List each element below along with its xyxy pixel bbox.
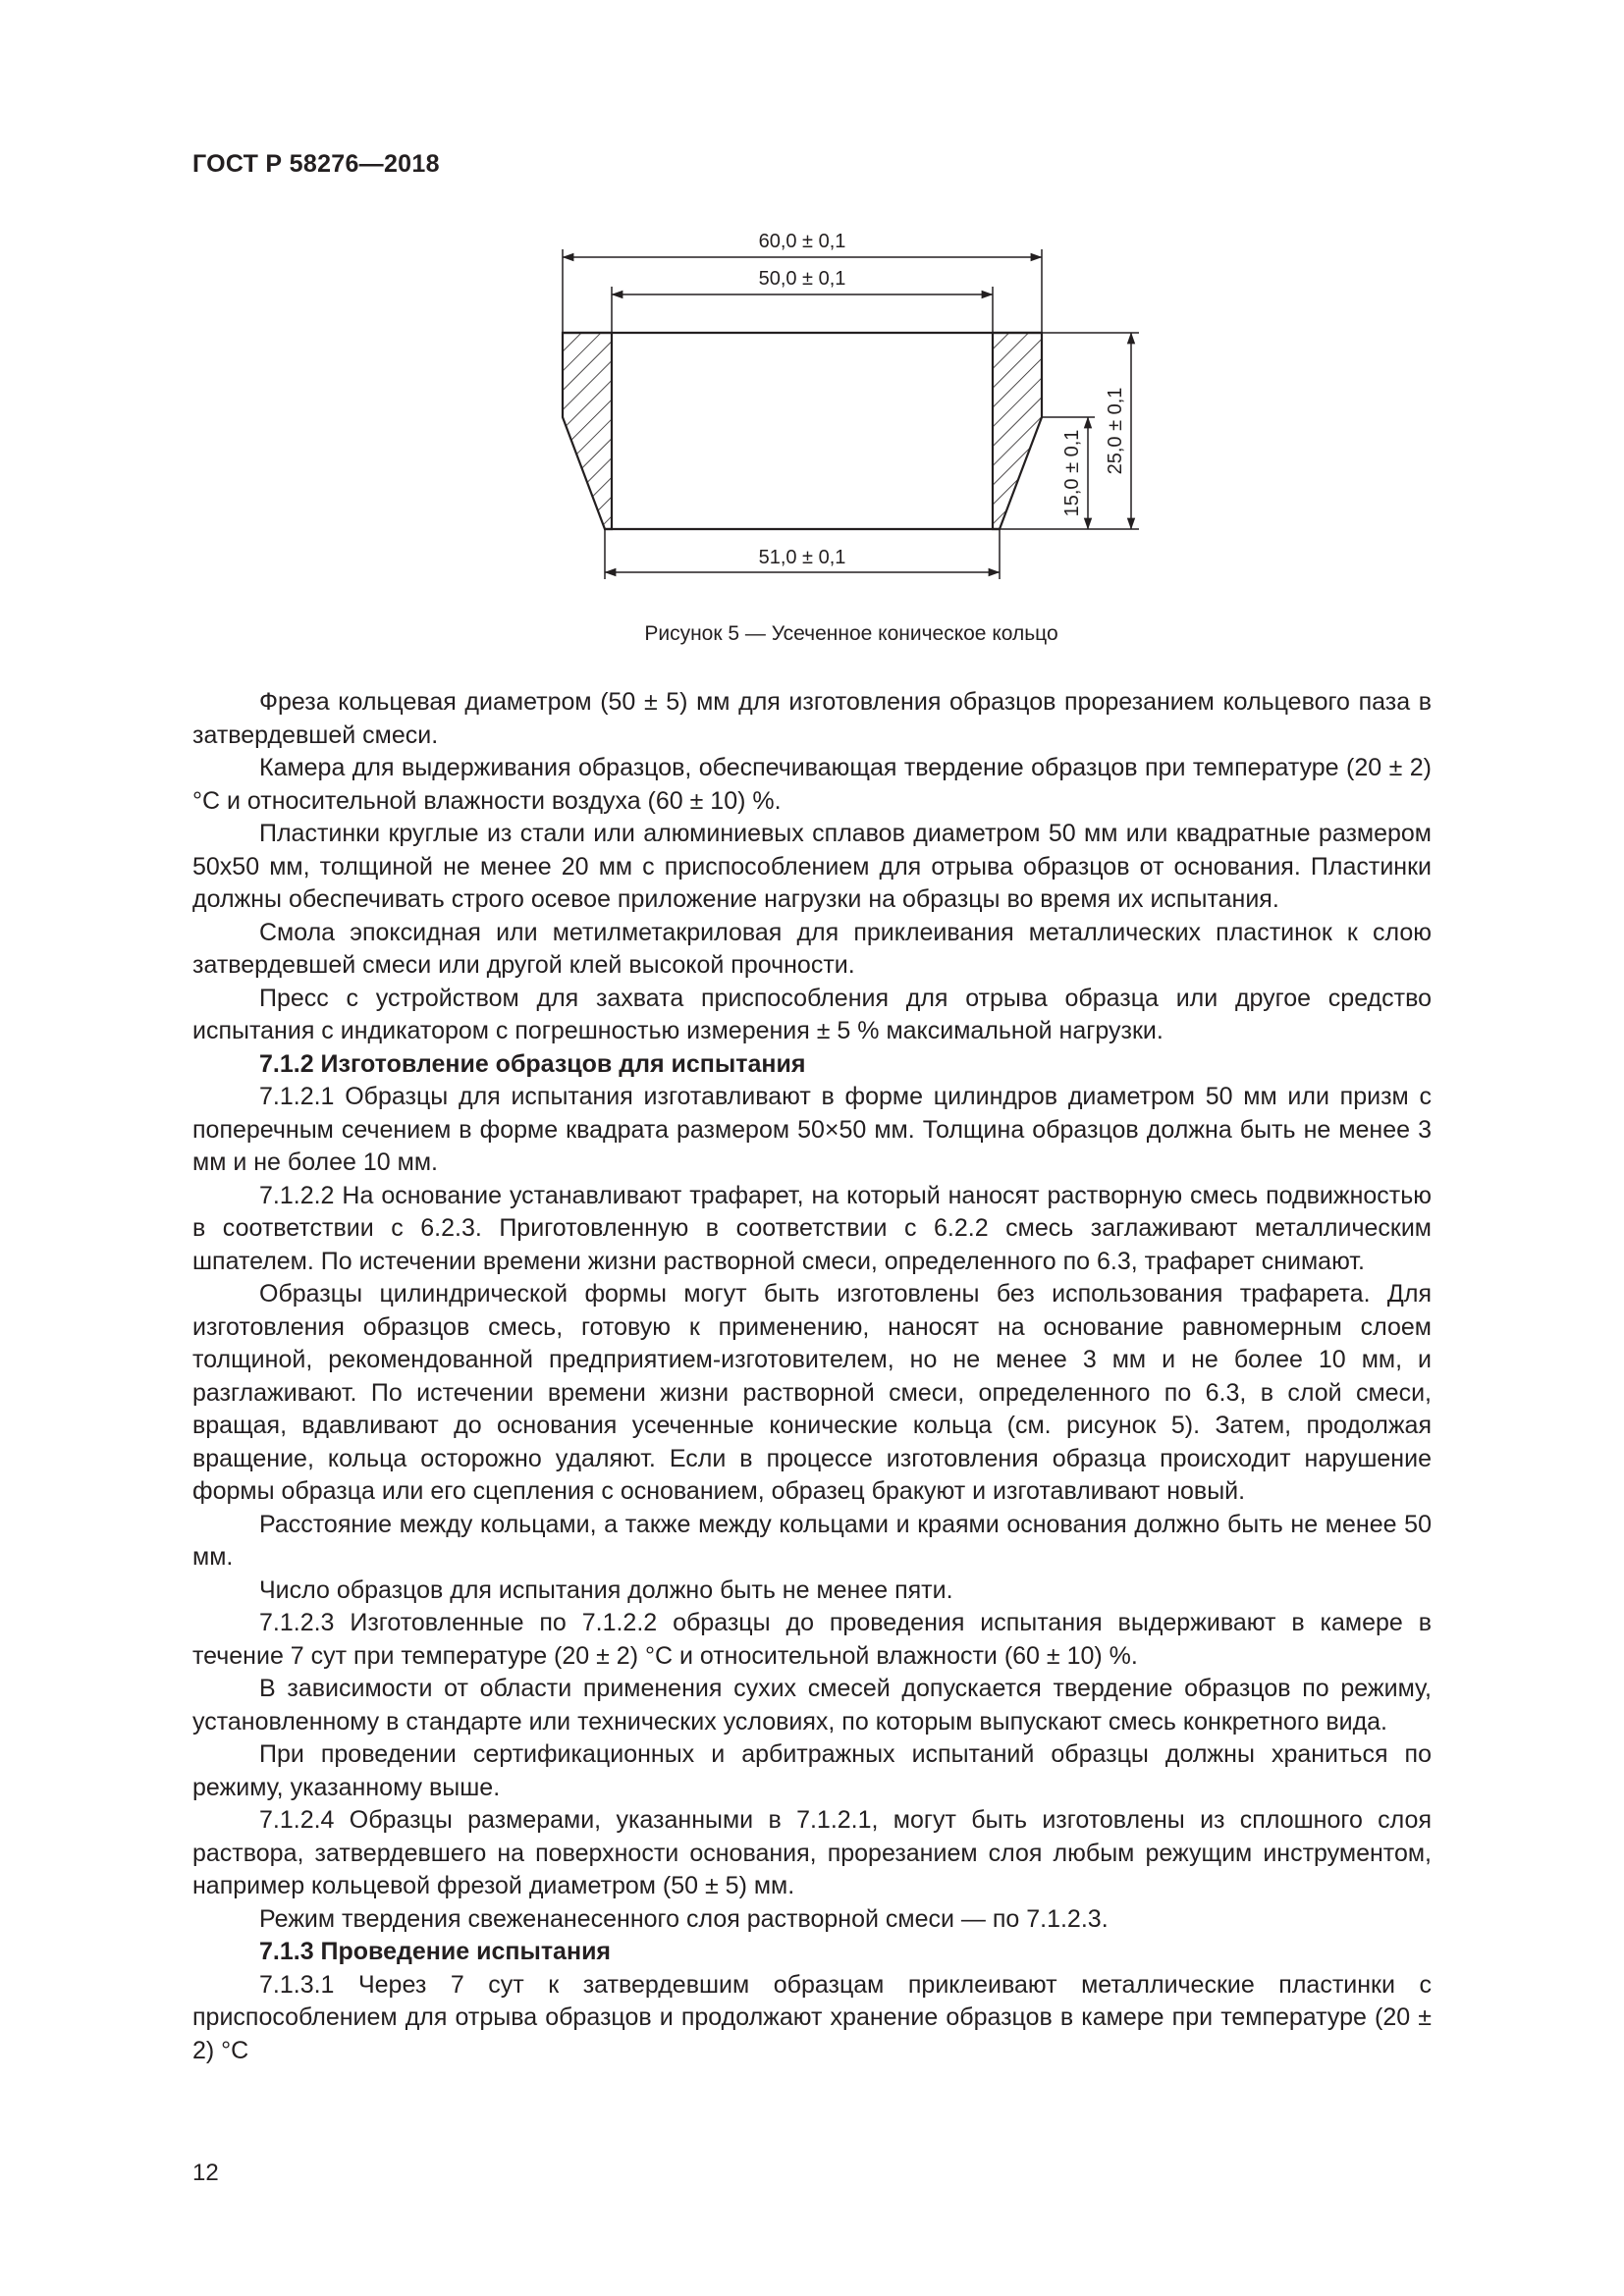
dimension-label-50: 50,0 ± 0,1 <box>758 268 846 290</box>
dimension-outer-top <box>563 249 1042 333</box>
section-heading-7-1-2: 7.1.2 Изготовление образцов для испытания <box>259 1049 806 1078</box>
paragraph: Образцы цилиндрической формы могут быть изготовлены без использования трафарета. Для изготовления образцов смесь, готовую к применению, наносят на основание равномерным слоем толщиной, рекомендованной предприятием-изготовителем, но не менее 3 мм и не более 10 мм, и разглаживают. По истечении времени жизни растворной смеси, определенного по 6.3, в слой смеси, вращая, вдавливают до основания усеченные конические кольца (см. рисунок 5). Затем, продолжая вращение, кольца осторожно удаляют. Если в процессе изготовления образца происходит нарушение формы образца или его сцепления с основанием, образец бракуют и изготавливают новый. <box>192 1280 1432 1505</box>
document-body <box>192 686 1432 2067</box>
paragraph: Расстояние между кольцами, а также между кольцами и краями основания должно быть не менее 50 мм. <box>192 1510 1432 1571</box>
paragraph: В зависимости от области применения сухих смесей допускается твердение образцов по режиму, установленному в стандарте или технических условиях, по которым выпускают смесь конкретного вида. <box>192 1675 1432 1735</box>
paragraph: 7.1.2.4 Образцы размерами, указанными в 7.1.2.1, могут быть изготовлены из сплошного слоя раствора, затвердевшего на поверхности основания, прорезанием слоя любым режущим инструментом, например кольцевой фрезой диаметром (50 ± 5) мм. <box>192 1806 1432 1899</box>
paragraph: Камера для выдерживания образцов, обеспечивающая твердение образцов при температуре (20 ± 2) °С и относительной влажности воздуха (60 ± 10) %. <box>192 754 1432 815</box>
section-heading-7-1-3: 7.1.3 Проведение испытания <box>259 1938 612 1965</box>
dimension-label-25: 25,0 ± 0,1 <box>1105 387 1126 475</box>
paragraph: При проведении сертификационных и арбитражных испытаний образцы должны храниться по режиму, указанному выше. <box>192 1740 1432 1801</box>
document-header: ГОСТ Р 58276—2018 <box>192 150 440 178</box>
ring-section <box>563 333 1042 529</box>
paragraph: 7.1.2.3 Изготовленные по 7.1.2.2 образцы до проведения испытания выдерживают в камере в течение 7 сут при температуре (20 ± 2) °С и относительной влажности (60 ± 10) %. <box>192 1609 1432 1670</box>
paragraph: Пластинки круглые из стали или алюминиевых сплавов диаметром 50 мм или квадратные размером 50х50 мм, толщиной не менее 20 мм с приспособлением для отрыва образцов от основания. Пластинки должны обеспечивать строго осевое приложение нагрузки на образцы во время их испытания. <box>192 820 1432 913</box>
paragraph: Число образцов для испытания должно быть не менее пяти. <box>259 1575 953 1604</box>
dimension-label-15: 15,0 ± 0,1 <box>1061 429 1083 517</box>
paragraph: Пресс с устройством для захвата приспособления для отрыва образца или другое средство испытания с индикатором с погрешностью измерения ± 5 % максимальной нагрузки. <box>192 984 1432 1044</box>
paragraph: 7.1.3.1 Через 7 сут к затвердевшим образцам приклеивают металлические пластинки с приспособлением для отрыва образцов и продолжают хранение образцов в камере при температуре (20 ± 2) °С <box>192 1970 1432 2064</box>
paragraph: Смола эпоксидная или метилметакриловая для приклеивания металлических пластинок к слою затвердевшей смеси или другой клей высокой прочности. <box>192 918 1432 979</box>
paragraph: Режим твердения свеженанесенного слоя растворной смеси — по 7.1.2.3. <box>259 1904 1109 1933</box>
paragraph: 7.1.2.1 Образцы для испытания изготавливают в форме цилиндров диаметром 50 мм или призм с поперечным сечением в форме квадрата размером 50×50 мм. Толщина образцов должна быть не менее 3 мм и не более 10 мм. <box>192 1083 1432 1176</box>
dimension-label-60: 60,0 ± 0,1 <box>758 231 846 252</box>
paragraph: Фреза кольцевая диаметром (50 ± 5) мм для изготовления образцов прорезанием кольцевого паза в затвердевшей смеси. <box>192 688 1432 749</box>
left-wall-hatched <box>563 333 612 529</box>
figure-caption: Рисунок 5 — Усеченное коническое кольцо <box>644 622 1058 645</box>
page-number: 12 <box>192 2160 219 2186</box>
right-wall-hatched <box>993 333 1042 529</box>
paragraph: 7.1.2.2 На основание устанавливают трафарет, на который наносят растворную смесь подвижностью в соответствии с 6.2.3. Приготовленную в соответствии с 6.2.2 смесь заглаживают металлическим шпателем. По истечении времени жизни растворной смеси, определенного по 6.3, трафарет снимают. <box>192 1181 1432 1275</box>
truncated-conical-ring-drawing <box>0 0 1624 628</box>
dimension-inner-top <box>612 287 993 333</box>
dimension-label-51: 51,0 ± 0,1 <box>758 547 846 568</box>
